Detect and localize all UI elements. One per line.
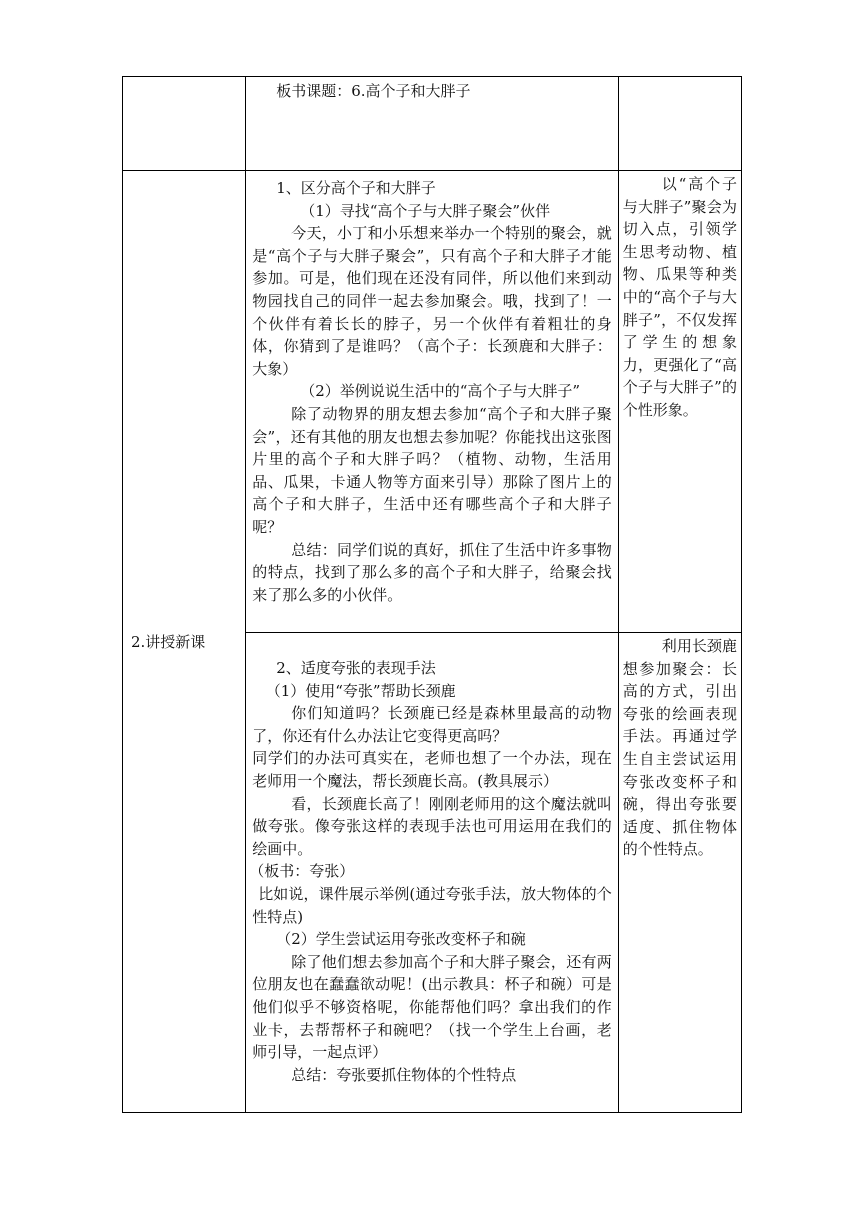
board-note: （板书：夸张） (249, 862, 355, 881)
section-heading: 1、区分高个子和大胖子 (276, 179, 436, 197)
paragraph: 看，长颈鹿长高了！刚刚老师用的这个魔法就叫做夸张。像夸张这样的表现手法也可用运用在我们的绘画中。 (252, 794, 612, 858)
table-row (123, 77, 742, 171)
sub-heading: （2）学生尝试运用夸张改变杯子和碗 (276, 930, 526, 949)
paragraph: 比如说，课件展示举例(通过夸张手法，放大物体的个性特点) (252, 884, 612, 926)
design-intent-text: 以“高个子与大胖子”聚会为切入点，引领学生思考动物、植物、瓜果等种类中的“高个子与大胖子”，不仅发挥了学生的想象力，更强化了“高个子与大胖子”的个性形象。 (622, 175, 737, 419)
content-cell (246, 171, 619, 633)
paragraph: 除了动物界的朋友想去参加“高个子和大胖子聚会”，还有其他的朋友也想去参加呢？你能找出这张图片里的高个子和大胖子吗？（植物、动物，生活用品、瓜果，卡通人物等方面来引导）那除了图片上的高个子和大胖子，生活中还有哪些高个子和大胖子呢？ (252, 404, 612, 536)
sub-heading: （1）寻找“高个子与大胖子聚会”伙伴 (300, 201, 551, 220)
design-intent-text: 利用长颈鹿想参加聚会：长高的方式，引出夸张的绘画表现手法。再通过学生自主尝试运用夸张改变杯子和碗，得出夸张要适度、抓住物体的个性特点。 (622, 637, 737, 859)
design-intent-cell (618, 171, 741, 633)
stage-cell (123, 171, 246, 1113)
paragraph: 你们知道吗？长颈鹿已经是森林里最高的动物了，你还有什么办法让它变得更高吗？ (252, 704, 612, 745)
sub-heading: （1）使用“夸张”帮助长颈鹿 (265, 681, 456, 700)
paragraph: 今天，小丁和小乐想来举办一个特别的聚会，就是“高个子与大胖子聚会”，只有高个子和大胖子才能参加。可是，他们现在还没有同伴，所以他们来到动物园找自己的同伴一起去参加聚会。哦，找到了！一个伙伴有着长长的脖子，另一个伙伴有着粗壮的身体，你猜到了是谁吗？（高个子：长颈鹿和大胖子：大象） (252, 224, 612, 378)
content-cell (246, 633, 619, 1113)
paragraph: 除了他们想去参加高个子和大胖子聚会，还有两位朋友也在蠢蠢欲动呢！(出示教具：杯子和碗）可是他们似乎不够资格呢，你能帮他们吗？拿出我们的作业卡，去帮帮杯子和碗吧？（找一个学生上台画，老师引导，一起点评） (252, 952, 612, 1062)
content-cell (246, 77, 619, 171)
sub-heading: （2）举例说说生活中的“高个子与大胖子” (300, 382, 581, 401)
design-intent-cell (618, 77, 741, 171)
paragraph: 同学们的办法可真实在，老师也想了一个办法，现在老师用一个魔法，帮长颈鹿长高。(教具展示） (252, 749, 612, 790)
section-heading: 2、适度夸张的表现手法 (276, 659, 436, 677)
summary: 总结：同学们说的真好，抓住了生活中许多事物的特点，找到了那么多的高个子和大胖子，给聚会找来了那么多的小伙伴。 (252, 540, 612, 604)
table-row (123, 171, 742, 633)
board-title: 板书课题：6.高个子和大胖子 (276, 82, 471, 100)
stage-cell (123, 77, 246, 171)
stage-label: 2.讲授新课 (131, 633, 206, 651)
summary: 总结：夸张要抓住物体的个性特点 (291, 1065, 517, 1084)
design-intent-cell (618, 633, 741, 1113)
lesson-plan-table (122, 76, 742, 1113)
